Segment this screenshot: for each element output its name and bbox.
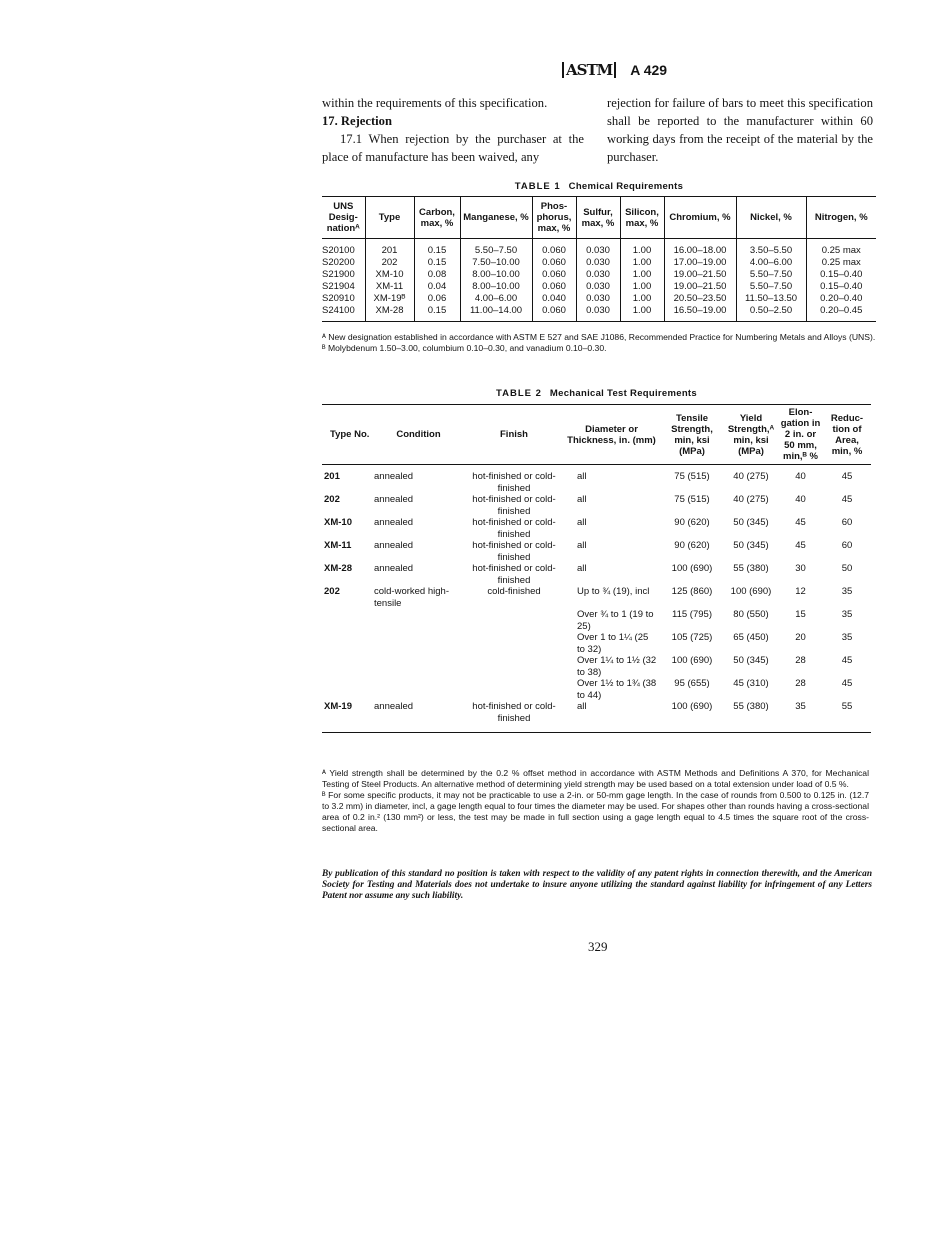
- mechanical-test-table: [322, 404, 871, 733]
- table-cell-type: XM-28: [324, 563, 352, 574]
- table-cell-reduction: 55: [823, 701, 871, 733]
- table-row: [322, 517, 871, 540]
- table-cell-diameter: Up to ¾ (19), incl: [577, 586, 650, 597]
- table-cell: 0.030: [576, 269, 620, 281]
- table1-caption: [322, 181, 876, 192]
- table-cell: 0.06: [414, 293, 460, 305]
- table-row: [322, 632, 871, 655]
- table-cell-type: 202: [324, 586, 340, 597]
- table-row: [322, 494, 871, 517]
- table-cell-finish: hot-finished or cold-finished: [472, 494, 556, 517]
- table-cell: 0.50–2.50: [736, 305, 806, 322]
- table-cell-reduction: 45: [841, 655, 853, 666]
- table-cell-yield: 80 (550): [733, 609, 769, 620]
- table1-body: [322, 239, 876, 322]
- table-cell-condition: [372, 655, 465, 678]
- column-header: Carbon, max, %: [414, 197, 460, 239]
- table-cell: 1.00: [620, 281, 664, 293]
- page-number: 329: [588, 939, 608, 954]
- table-cell: 19.00–21.50: [664, 281, 736, 293]
- table-row: [322, 465, 871, 495]
- table-cell-type: 202: [324, 494, 340, 505]
- table-cell: 0.030: [576, 293, 620, 305]
- table-cell: 5.50–7.50: [460, 239, 532, 258]
- table-cell-diameter: Over 1¼ to 1½ (32 to 38): [577, 655, 657, 678]
- table-cell-finish: [465, 655, 563, 678]
- column-header: Reduc-tion of Area, min, %: [823, 405, 871, 465]
- table-cell: 0.20–0.40: [806, 293, 876, 305]
- table-cell-reduction: 45: [841, 494, 853, 505]
- table-cell-reduction: 45: [841, 678, 853, 689]
- table-cell-reduction: 50: [841, 563, 853, 574]
- table-cell-diameter: all: [577, 563, 587, 574]
- table2-title: Mechanical Test Requirements: [549, 388, 697, 399]
- table-cell: 1.00: [620, 269, 664, 281]
- table-cell-elongation: 28: [795, 678, 806, 689]
- table-cell-condition: [372, 678, 465, 701]
- table-cell: 20.50–23.50: [664, 293, 736, 305]
- table-cell: XM-10: [365, 269, 414, 281]
- table-cell: 0.060: [532, 257, 576, 269]
- table-cell-finish: hot-finished or cold-finished: [465, 701, 563, 733]
- table-cell: 0.15: [414, 239, 460, 258]
- table-cell-condition: annealed: [374, 517, 414, 528]
- table-cell-finish: [465, 632, 563, 655]
- footnote: ᴮ Molybdenum 1.50–3.00, columbium 0.10–0.30, and vanadium 0.10–0.30.: [322, 343, 607, 353]
- table-cell-diameter: all: [577, 517, 587, 528]
- footnote: ᴮ For some specific products, it may not be practicable to use a 2-in. or 50-mm gage length. In the case of rounds from 0.500 to 0.125 in. (12.7 to 3.2 mm) in diameter, incl, a gage length equal to four times the diameter may be used. For shapes other than rounds having a cross-sectional area of 0.2 in.² (130 mm²) or less, the test may be made in full section using a gage length equal to 4.5 times the square root of the cross-sectional area.: [322, 790, 869, 833]
- table-cell: 0.060: [532, 305, 576, 322]
- table-row: [322, 293, 876, 305]
- table-cell: 17.00–19.00: [664, 257, 736, 269]
- table-cell: 1.00: [620, 239, 664, 258]
- table-cell-elongation: 15: [795, 609, 806, 620]
- table-cell: 0.15–0.40: [806, 281, 876, 293]
- column-header: Condition: [372, 405, 465, 465]
- table-cell-diameter: all: [577, 494, 587, 505]
- table-row: [322, 269, 876, 281]
- table-cell: 16.00–18.00: [664, 239, 736, 258]
- table-cell: 0.25 max: [806, 257, 876, 269]
- table-cell-type: XM-11: [324, 540, 352, 551]
- table-cell: 0.25 max: [806, 239, 876, 258]
- column-header: Type: [365, 197, 414, 239]
- table-row: [322, 257, 876, 269]
- table-cell-finish: hot-finished or cold-finished: [472, 563, 556, 586]
- table-cell: 0.08: [414, 269, 460, 281]
- table-row: [322, 239, 876, 258]
- table2-footnotes: [322, 768, 869, 834]
- column-header: Nickel, %: [736, 197, 806, 239]
- table-cell-elongation: 40: [795, 494, 806, 505]
- table-row: [322, 540, 871, 563]
- column-header: Phos-phorus, max, %: [532, 197, 576, 239]
- table-cell: S21904: [322, 281, 355, 292]
- table-cell-yield: 45 (310): [733, 678, 769, 689]
- table-cell: 4.00–6.00: [460, 293, 532, 305]
- column-header: UNS Desig-nationᴬ: [322, 197, 365, 239]
- table-row: [322, 678, 871, 701]
- table-cell-diameter: all: [563, 701, 660, 733]
- column-header: Diameter or Thickness, in. (mm): [563, 405, 660, 465]
- table-cell: XM-19ᴮ: [365, 293, 414, 305]
- table-cell: XM-11: [365, 281, 414, 293]
- astm-logo-icon: ASTM: [562, 62, 616, 78]
- table-cell-yield: 50 (345): [733, 540, 769, 551]
- table-cell: 11.00–14.00: [460, 305, 532, 322]
- table-cell: 1.00: [620, 257, 664, 269]
- table2-body: [322, 465, 871, 733]
- table-cell-diameter: all: [577, 540, 587, 551]
- table-cell-elongation: 35: [778, 701, 823, 733]
- table-cell-finish: hot-finished or cold-finished: [472, 471, 556, 494]
- table-cell-type: XM-10: [324, 517, 352, 528]
- table-cell: 0.030: [576, 239, 620, 258]
- table-cell-yield: 50 (345): [733, 517, 769, 528]
- right-text-column: [607, 94, 873, 166]
- table-cell: 8.00–10.00: [460, 281, 532, 293]
- column-header: Type No.: [322, 405, 372, 465]
- table-cell-condition: annealed: [374, 471, 414, 482]
- table-cell-reduction: 60: [841, 517, 853, 528]
- table-cell: 0.060: [532, 239, 576, 258]
- table-cell-type: XM-19: [322, 701, 372, 733]
- body-line: within the requirements of this specification.: [322, 96, 548, 110]
- table-cell-elongation: 12: [795, 586, 806, 597]
- table-cell: 202: [365, 257, 414, 269]
- table-cell: S20200: [322, 257, 355, 268]
- table-cell-elongation: 45: [795, 517, 806, 528]
- table-cell-tensile: 75 (515): [674, 494, 710, 505]
- column-header: Elon-gation in 2 in. or 50 mm, min,ᴮ %: [778, 405, 823, 465]
- table-cell-yield: 55 (380): [724, 701, 778, 733]
- table-cell: 1.00: [620, 305, 664, 322]
- table-cell-tensile: 95 (655): [674, 678, 710, 689]
- table-row: [322, 563, 871, 586]
- table-cell-elongation: 45: [795, 540, 806, 551]
- table-cell-condition: [372, 632, 465, 655]
- table-cell-diameter: Over ¾ to 1 (19 to 25): [577, 609, 654, 632]
- table-cell: 0.04: [414, 281, 460, 293]
- table-cell-tensile: 100 (690): [671, 655, 713, 666]
- table-cell-condition: annealed: [374, 494, 414, 505]
- table2-header-row: [322, 405, 871, 465]
- table-cell-reduction: 60: [841, 540, 853, 551]
- table-cell-yield: 40 (275): [733, 494, 769, 505]
- table-cell: 16.50–19.00: [664, 305, 736, 322]
- table-cell: 0.060: [532, 269, 576, 281]
- table-cell: 0.060: [532, 281, 576, 293]
- table-cell-diameter: Over 1 to 1¼ (25 to 32): [577, 632, 649, 655]
- table-cell-type: [322, 655, 372, 678]
- table-row: [322, 281, 876, 293]
- table-cell-yield: 65 (450): [733, 632, 769, 643]
- table-cell-reduction: 35: [841, 609, 853, 620]
- table-cell: 0.15: [414, 305, 460, 322]
- table-cell: 19.00–21.50: [664, 269, 736, 281]
- column-header: Tensile Strength, min, ksi (MPa): [660, 405, 724, 465]
- table-cell-yield: 50 (345): [733, 655, 769, 666]
- document-number: A 429: [630, 62, 668, 78]
- table-cell-elongation: 30: [795, 563, 806, 574]
- table-cell: 8.00–10.00: [460, 269, 532, 281]
- table1-footnotes: [322, 332, 877, 354]
- table-cell-diameter: all: [577, 471, 587, 482]
- chemical-requirements-table: [322, 196, 876, 322]
- table-cell-type: [322, 609, 372, 632]
- table-cell: S24100: [322, 305, 365, 322]
- table-cell-finish: hot-finished or cold-finished: [472, 517, 556, 540]
- column-header: Yield Strength,ᴬ min, ksi (MPa): [724, 405, 778, 465]
- table-cell-tensile: 125 (860): [671, 586, 713, 597]
- table1-title: Chemical Requirements: [568, 181, 684, 192]
- table-cell-tensile: 90 (620): [674, 540, 710, 551]
- table-cell-type: [322, 632, 372, 655]
- table-cell: 7.50–10.00: [460, 257, 532, 269]
- table-cell: 0.040: [532, 293, 576, 305]
- table-row: [322, 701, 871, 733]
- table1-header-row: [322, 197, 876, 239]
- table-cell: 0.20–0.45: [806, 305, 876, 322]
- table-cell-finish: cold-finished: [487, 586, 541, 597]
- table-cell-yield: 40 (275): [733, 471, 769, 482]
- table-row: [322, 609, 871, 632]
- table-cell-tensile: 75 (515): [674, 471, 710, 482]
- table-cell-tensile: 100 (690): [660, 701, 724, 733]
- table-cell: 3.50–5.50: [736, 239, 806, 258]
- table-cell-tensile: 115 (795): [672, 609, 712, 620]
- table-cell-tensile: 90 (620): [674, 517, 710, 528]
- patent-disclaimer: By publication of this standard no position is taken with respect to the validity of any patent rights in connection therewith, and the American Society for Testing and Materials does not undertake to insure anyone utilizing the standard against liability for infringement of any Letters Patent nor assume any such liability.: [322, 869, 872, 901]
- table-cell: 5.50–7.50: [736, 281, 806, 293]
- table-cell-yield: 55 (380): [733, 563, 769, 574]
- column-header: Silicon, max, %: [620, 197, 664, 239]
- column-header: Nitrogen, %: [806, 197, 876, 239]
- table-cell: 201: [365, 239, 414, 258]
- table-cell: S20100: [322, 245, 355, 256]
- table2-caption: [322, 388, 871, 399]
- table-cell-finish: [465, 609, 563, 632]
- table-cell: 0.030: [576, 257, 620, 269]
- left-text-column: [322, 94, 584, 166]
- table-cell-diameter: Over 1½ to 1¾ (38 to 44): [577, 678, 657, 701]
- table-cell: 4.00–6.00: [736, 257, 806, 269]
- column-header: Manganese, %: [460, 197, 532, 239]
- table-cell-reduction: 45: [841, 471, 853, 482]
- table-cell: 1.00: [620, 293, 664, 305]
- table-cell: 0.030: [576, 281, 620, 293]
- column-header: Finish: [465, 405, 563, 465]
- table-row: [322, 655, 871, 678]
- table-cell-finish: hot-finished or cold-finished: [472, 540, 556, 563]
- table-cell-type: 201: [324, 471, 340, 482]
- paragraph-continued: rejection for failure of bars to meet this specification shall be reported to the manufacturer within 60 working days from the receipt of the material by the purchaser.: [607, 96, 873, 164]
- table1-label: TABLE 1: [514, 181, 561, 192]
- table-row: [322, 305, 876, 322]
- table-cell: S20910: [322, 293, 355, 304]
- table-cell-reduction: 35: [841, 586, 853, 597]
- table-cell-reduction: 35: [841, 632, 853, 643]
- table-cell-elongation: 40: [795, 471, 806, 482]
- column-header: Chromium, %: [664, 197, 736, 239]
- table-cell-finish: [465, 678, 563, 701]
- table-cell-condition: cold-worked high-tensile: [374, 586, 449, 609]
- column-header: Sulfur, max, %: [576, 197, 620, 239]
- table-cell-condition: annealed: [372, 701, 465, 733]
- table-cell-tensile: 105 (725): [671, 632, 713, 643]
- table-cell: 11.50–13.50: [736, 293, 806, 305]
- footnote: ᴬ New designation established in accordance with ASTM E 527 and SAE J1086, Recommended Practice for Numbering Metals and Alloys (UNS).: [322, 332, 876, 342]
- table-cell: S21900: [322, 269, 355, 280]
- table-cell: 5.50–7.50: [736, 269, 806, 281]
- table-cell-condition: annealed: [374, 540, 414, 551]
- table-cell-yield: 100 (690): [730, 586, 772, 597]
- table-row: [322, 586, 871, 609]
- section-heading: 17. Rejection: [322, 114, 392, 128]
- page-header: [562, 62, 667, 78]
- table-cell-tensile: 100 (690): [671, 563, 713, 574]
- table-cell: XM-28: [365, 305, 414, 322]
- table-cell: 0.030: [576, 305, 620, 322]
- table-cell-elongation: 20: [795, 632, 806, 643]
- table-cell: 0.15–0.40: [806, 269, 876, 281]
- table-cell-type: [322, 678, 372, 701]
- table-cell: 0.15: [414, 257, 460, 269]
- paragraph-17-1: 17.1 When rejection by the purchaser at the place of manufacture has been waived, any: [322, 132, 584, 164]
- table-cell-condition: annealed: [374, 563, 414, 574]
- footnote: ᴬ Yield strength shall be determined by the 0.2 % offset method in accordance with ASTM Methods and Definitions A 370, for Mechanical Testing of Steel Products. An alternative method of determining yield strength may be used based on a total extension under load of 0.5 %.: [322, 768, 869, 789]
- table2-label: TABLE 2: [496, 388, 542, 399]
- table-cell-condition: [372, 609, 465, 632]
- table-cell-elongation: 28: [795, 655, 806, 666]
